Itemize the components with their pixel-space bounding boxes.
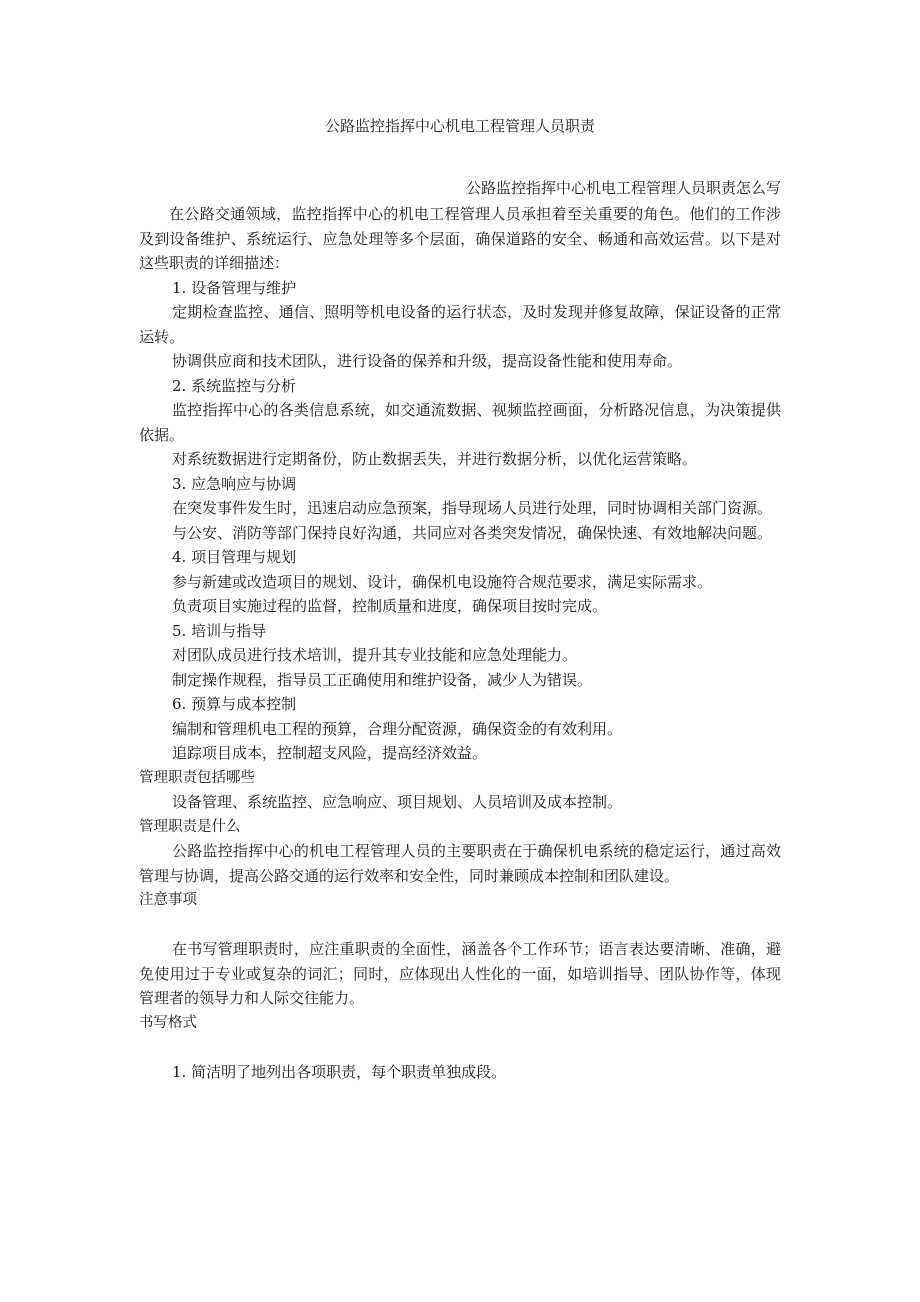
section-item: 编制和管理机电工程的预算，合理分配资源，确保资金的有效利用。 — [172, 719, 623, 738]
section-heading: 6. 预算与成本控制 — [172, 695, 297, 713]
section-heading: 2. 系统监控与分析 — [172, 376, 297, 395]
what-text: 公路监控指挥中心的机电工程管理人员的主要职责在于确保机电系统的稳定运行，通过高效管理与协调，提高公路交通的运行效率和安全性，同时兼顾成本控制和团队建设。 — [139, 842, 781, 885]
section-heading: 4. 项目管理与规划 — [172, 548, 297, 566]
section-item: 追踪项目成本，控制超支风险，提高经济效益。 — [172, 744, 488, 762]
section-item: 制定操作规程，指导员工正确使用和维护设备，减少人为错误。 — [172, 670, 593, 689]
format-heading: 书写格式 — [139, 1014, 197, 1031]
section-heading: 5. 培训与指导 — [172, 621, 267, 640]
section-heading: 1. 设备管理与维护 — [172, 278, 297, 297]
document-body — [139, 202, 781, 1084]
section-heading: 3. 应急响应与协调 — [172, 474, 297, 493]
section-item: 协调供应商和技术团队，进行设备的保养和升级，提高设备性能和使用寿命。 — [172, 352, 683, 370]
section-item: 参与新建或改造项目的规划、设计，确保机电设施符合规范要求，满足实际需求。 — [172, 572, 713, 591]
section-item: 对系统数据进行定期备份，防止数据丢失，并进行数据分析，以优化运营策略。 — [172, 450, 698, 468]
notes-text: 在书写管理职责时，应注重职责的全面性，涵盖各个工作环节；语言表达要清晰、准确，避免使用过于专业或复杂的词汇；同时，应体现出人性化的一面，如培训指导、团队协作等，体现管理者的领导力和人际交往能力。 — [139, 940, 781, 1007]
format-item: 1. 简洁明了地列出各项职责，每个职责单独成段。 — [172, 1062, 507, 1081]
section-item: 监控指挥中心的各类信息系统，如交通流数据、视频监控画面，分析路况信息，为决策提供依据。 — [139, 401, 781, 444]
document-title: 公路监控指挥中心机电工程管理人员职责 — [324, 117, 595, 135]
section-item: 定期检查监控、通信、照明等机电设备的运行状态，及时发现并修复故障，保证设备的正常运转。 — [139, 303, 781, 346]
intro-paragraph: 在公路交通领域，监控指挥中心的机电工程管理人员承担着至关重要的角色。他们的工作涉及到设备维护、系统运行、应急处理等多个层面，确保道路的安全、畅通和高效运营。以下是对这些职责的详细描述： — [139, 205, 781, 272]
scope-heading: 管理职责包括哪些 — [139, 769, 255, 786]
scope-text: 设备管理、系统监控、应急响应、项目规划、人员培训及成本控制。 — [172, 793, 623, 811]
spacer — [139, 913, 781, 938]
what-heading: 管理职责是什么 — [139, 818, 241, 835]
spacer — [139, 1035, 781, 1060]
document-subtitle: 公路监控指挥中心机电工程管理人员职责怎么写 — [465, 179, 781, 197]
section-item: 对团队成员进行技术培训，提升其专业技能和应急处理能力。 — [172, 646, 578, 664]
section-item: 与公安、消防等部门保持良好沟通，共同应对各类突发情况，确保快速、有效地解决问题。 — [172, 523, 773, 542]
section-item: 负责项目实施过程的监督，控制质量和进度，确保项目按时完成。 — [172, 597, 608, 615]
section-item: 在突发事件发生时，迅速启动应急预案，指导现场人员进行处理，同时协调相关部门资源。 — [172, 499, 773, 517]
notes-heading: 注意事项 — [139, 892, 197, 908]
